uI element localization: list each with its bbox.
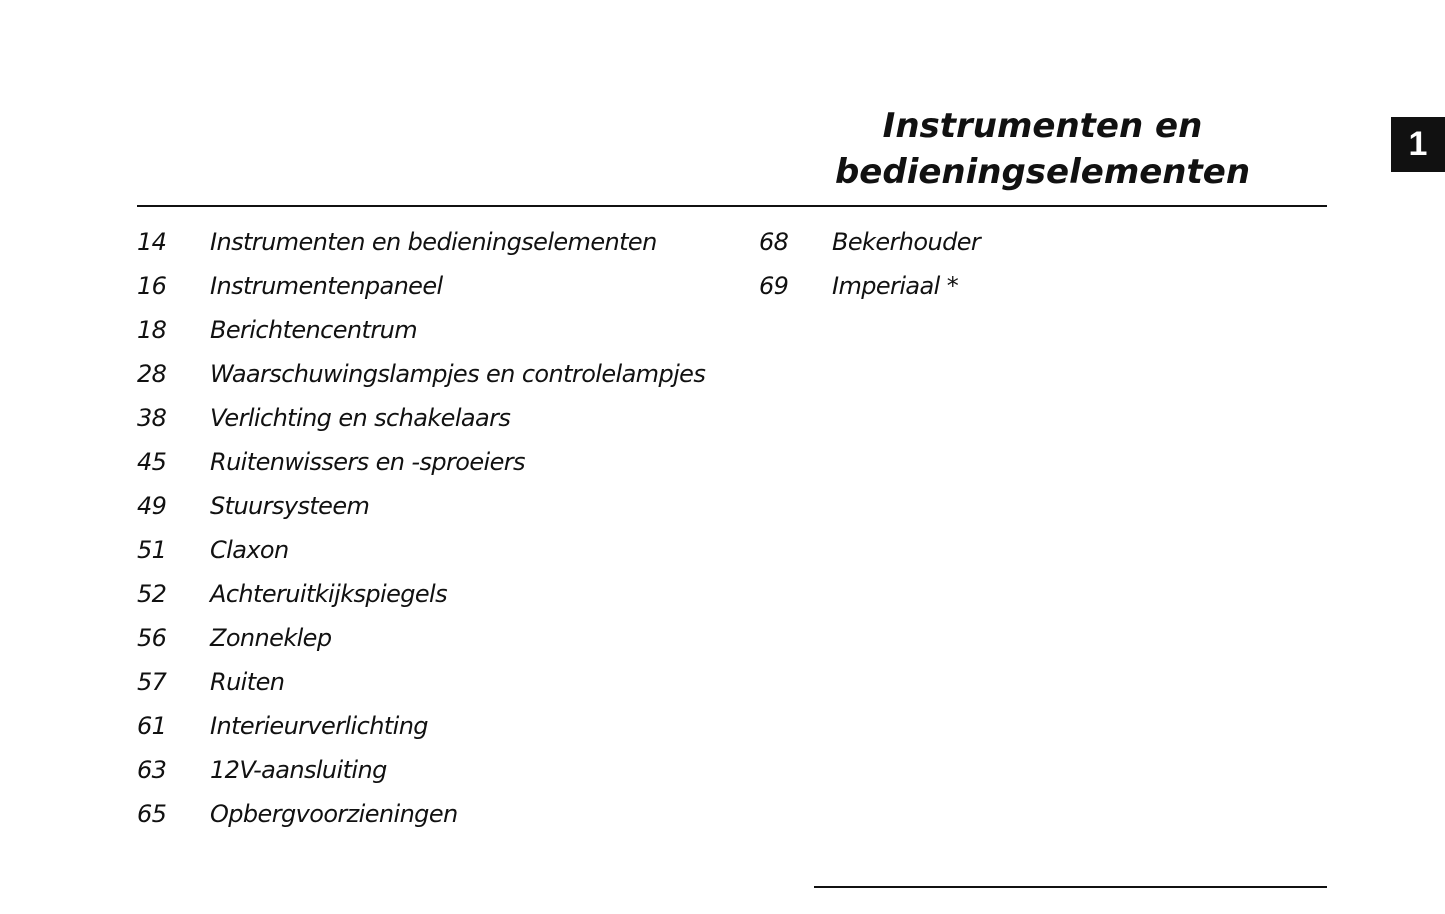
toc-page-number: 65	[137, 800, 167, 828]
toc-entry[interactable]	[137, 792, 705, 836]
toc-entry[interactable]	[137, 308, 705, 352]
toc-page-number: 49	[137, 492, 167, 520]
toc-entry-label: Zonneklep	[210, 624, 332, 652]
toc-entry[interactable]	[137, 484, 705, 528]
toc-entry[interactable]	[137, 572, 705, 616]
toc-entry[interactable]	[137, 660, 705, 704]
toc-page-number: 14	[137, 228, 167, 256]
toc-page-number: 56	[137, 624, 167, 652]
toc-page-number: 28	[137, 360, 167, 388]
top-divider	[137, 205, 1327, 207]
toc-column-left	[137, 220, 705, 836]
toc-entry-label: 12V-aansluiting	[210, 756, 387, 784]
toc-entry-label: Ruiten	[210, 668, 285, 696]
bottom-divider	[814, 886, 1327, 888]
toc-entry-label: Achteruitkijkspiegels	[210, 580, 448, 608]
toc-entry[interactable]	[137, 440, 705, 484]
chapter-number-tab: 1	[1391, 117, 1445, 172]
toc-entry[interactable]	[759, 220, 980, 264]
toc-entry-label: Stuursysteem	[210, 492, 370, 520]
toc-page-number: 18	[137, 316, 167, 344]
toc-entry-label: Ruitenwissers en -sproeiers	[210, 448, 525, 476]
toc-entry[interactable]	[759, 264, 980, 308]
toc-page-number: 69	[759, 272, 789, 300]
toc-entry[interactable]	[137, 220, 705, 264]
toc-entry-label: Interieurverlichting	[210, 712, 428, 740]
toc-page-number: 51	[137, 536, 167, 564]
toc-page-number: 57	[137, 668, 167, 696]
toc-entry[interactable]	[137, 748, 705, 792]
toc-page-number: 52	[137, 580, 167, 608]
toc-page-number: 68	[759, 228, 789, 256]
chapter-title	[815, 103, 1270, 195]
toc-page-number: 63	[137, 756, 167, 784]
toc-entry[interactable]	[137, 528, 705, 572]
toc-entry[interactable]	[137, 264, 705, 308]
chapter-title-line-2: bedieningselementen	[834, 152, 1251, 192]
toc-page-number: 45	[137, 448, 167, 476]
toc-entry-label: Waarschuwingslampjes en controlelampjes	[210, 360, 706, 388]
toc-page-number: 38	[137, 404, 167, 432]
toc-entry-label: Instrumenten en bedieningselementen	[210, 228, 657, 256]
chapter-title-line-1: Instrumenten en	[882, 106, 1203, 146]
toc-entry[interactable]	[137, 352, 705, 396]
toc-entry-label: Instrumentenpaneel	[210, 272, 443, 300]
toc-entry[interactable]	[137, 396, 705, 440]
toc-entry-label: Berichtencentrum	[210, 316, 417, 344]
toc-entry-label: Verlichting en schakelaars	[210, 404, 511, 432]
toc-column-right	[759, 220, 980, 308]
toc-page-number: 16	[137, 272, 167, 300]
toc-entry-label: Bekerhouder	[832, 228, 981, 256]
toc-page-number: 61	[137, 712, 167, 740]
toc-entry-label: Opbergvoorzieningen	[210, 800, 458, 828]
toc-entry-label: Claxon	[210, 536, 289, 564]
toc-entry-label: Imperiaal *	[832, 272, 959, 300]
toc-entry[interactable]	[137, 704, 705, 748]
toc-entry[interactable]	[137, 616, 705, 660]
